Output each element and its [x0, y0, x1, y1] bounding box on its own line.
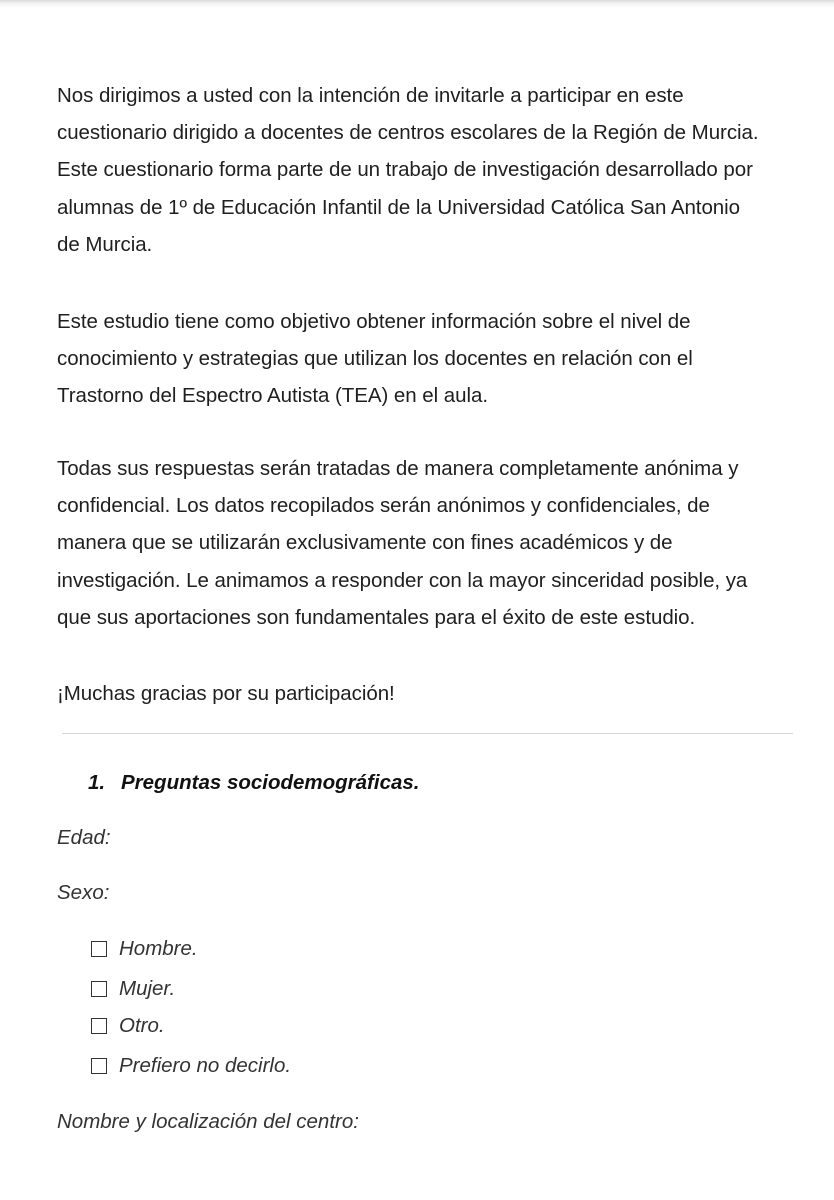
text-line: cuestionario dirigido a docentes de centros escolares de la Región de Murcia.	[57, 121, 759, 145]
section-number: 1.	[88, 771, 106, 794]
checkbox-icon[interactable]	[91, 941, 107, 957]
option-label: Otro.	[119, 1014, 165, 1037]
option-prefiero-no-decirlo[interactable]	[91, 1054, 291, 1078]
text-line: Este estudio tiene como objetivo obtener información sobre el nivel de	[57, 310, 691, 333]
checkbox-icon[interactable]	[91, 1058, 107, 1074]
section-heading	[88, 771, 419, 795]
text-line: investigación. Le animamos a responder con la mayor sinceridad posible, ya	[57, 568, 748, 592]
sexo-label: Sexo:	[57, 881, 110, 904]
option-mujer[interactable]	[91, 977, 175, 1001]
option-label: Prefiero no decirlo.	[119, 1054, 292, 1077]
option-label: Mujer.	[119, 977, 176, 1000]
text-line: de Murcia.	[57, 232, 153, 256]
section-title: Preguntas sociodemográficas.	[121, 771, 420, 794]
option-otro[interactable]	[91, 1014, 165, 1038]
text-line: Este cuestionario forma parte de un trabajo de investigación desarrollado por	[57, 158, 753, 182]
text-line: confidencial. Los datos recopilados serán anónimos y confidenciales, de	[57, 494, 710, 518]
centro-label: Nombre y localización del centro:	[57, 1110, 359, 1133]
text-line: manera que se utilizarán exclusivamente con fines académicos y de	[57, 531, 673, 555]
option-hombre[interactable]	[91, 937, 198, 961]
text-line: Nos dirigimos a usted con la intención de invitarle a participar en este	[57, 84, 684, 107]
checkbox-icon[interactable]	[91, 981, 107, 997]
thanks-text: ¡Muchas gracias por su participación!	[57, 682, 395, 705]
text-line: Trastorno del Espectro Autista (TEA) en el aula.	[57, 384, 488, 408]
top-edge-shadow	[0, 0, 834, 8]
text-line: Todas sus respuestas serán tratadas de manera completamente anónima y	[57, 457, 739, 480]
intro-paragraph-2	[57, 303, 693, 415]
checkbox-icon[interactable]	[91, 1018, 107, 1034]
intro-paragraph-3	[57, 450, 747, 636]
text-line: que sus aportaciones son fundamentales para el éxito de este estudio.	[57, 605, 696, 629]
option-label: Hombre.	[119, 937, 198, 960]
text-line: conocimiento y estrategias que utilizan los docentes en relación con el	[57, 347, 693, 371]
section-divider	[62, 733, 793, 734]
edad-label: Edad:	[57, 826, 111, 849]
text-line: alumnas de 1º de Educación Infantil de la Universidad Católica San Antonio	[57, 195, 741, 219]
intro-paragraph-1	[57, 77, 759, 263]
